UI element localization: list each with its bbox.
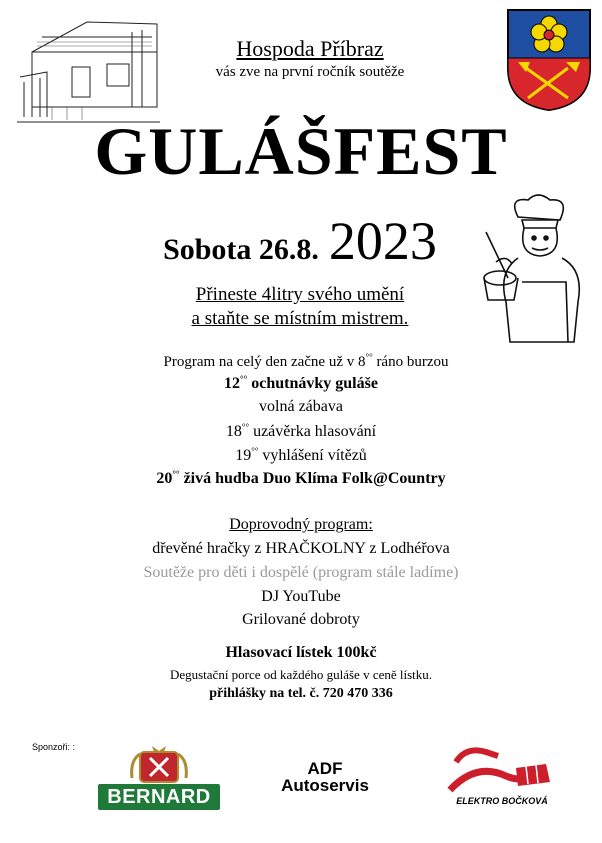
program-line-voting-close <box>0 422 602 441</box>
sponsors-label: Sponzoři: : <box>32 742 76 752</box>
program-minutes: °° <box>172 469 180 479</box>
invite-text: vás zve na první ročník soutěže <box>215 64 405 80</box>
program-text: uzávěrka hlasování <box>249 423 377 440</box>
program-hour: 19 <box>235 447 252 464</box>
side-program-item: Grilované dobroty <box>242 611 360 628</box>
slogan-line-2: a staňte se místním mistrem. <box>191 308 409 329</box>
ticket-price: Hlasovací lístek 100kč <box>225 644 377 661</box>
event-title: GULÁŠFEST <box>94 113 508 189</box>
pub-sketch-image <box>12 12 162 124</box>
program-line-fun <box>0 398 602 416</box>
date-year: 2023 <box>328 211 437 271</box>
program-start-text: Program na celý den začne už v 8 <box>163 354 366 370</box>
program-line-start <box>5 352 602 371</box>
adf-autoservis-logo <box>270 760 380 794</box>
program-line-music <box>0 469 602 488</box>
side-program-item: dřevěné hračky z HRAČKOLNY z Lodhéřova <box>152 540 450 557</box>
program-hour: 12 <box>224 375 241 392</box>
elektro-bockova-logo-icon <box>446 742 560 796</box>
registration-phone: přihlášky na tel. č. 720 470 336 <box>209 686 393 701</box>
adf-title: ADF <box>307 759 343 778</box>
program-text: ochutnávky guláše <box>247 375 378 392</box>
bernard-logo: BERNARD <box>98 784 220 810</box>
program-line-winners <box>0 446 602 465</box>
chef-cartoon-image <box>478 192 592 362</box>
side-program-item: DJ YouTube <box>261 588 341 605</box>
program-hour: 18 <box>225 423 242 440</box>
program-line-tasting <box>0 374 602 393</box>
program-text: volná zábava <box>259 398 343 415</box>
elektro-bockova-label: ELEKTRO BOČKOVÁ <box>456 796 548 806</box>
pub-name: Hospoda Příbraz <box>236 36 384 61</box>
program-start-tail: ráno burzou <box>372 354 449 370</box>
adf-subtitle: Autoservis <box>281 776 369 795</box>
date-day: Sobota 26.8. <box>163 233 319 266</box>
coat-of-arms-icon <box>506 8 592 112</box>
side-program-heading: Doprovodný program: <box>229 516 373 533</box>
bernard-crest-icon <box>128 744 190 784</box>
program-text: živá hudba Duo Klíma Folk@Country <box>179 470 446 487</box>
program-start-minutes: °° <box>365 352 373 362</box>
program-text: vyhlášení vítězů <box>258 447 367 464</box>
program-minutes: °° <box>251 446 259 456</box>
ticket-note: Degustační porce od každého guláše v ceně lístku. <box>169 667 433 682</box>
program-hour: 20 <box>156 470 173 487</box>
program-minutes: °° <box>241 422 250 432</box>
event-date <box>120 210 480 272</box>
slogan-line-1: Přineste 4litry svého umění <box>195 284 405 305</box>
program-minutes: °° <box>240 374 248 384</box>
side-program-item: Soutěže pro děti i dospělé (program stále ladíme) <box>143 564 459 581</box>
